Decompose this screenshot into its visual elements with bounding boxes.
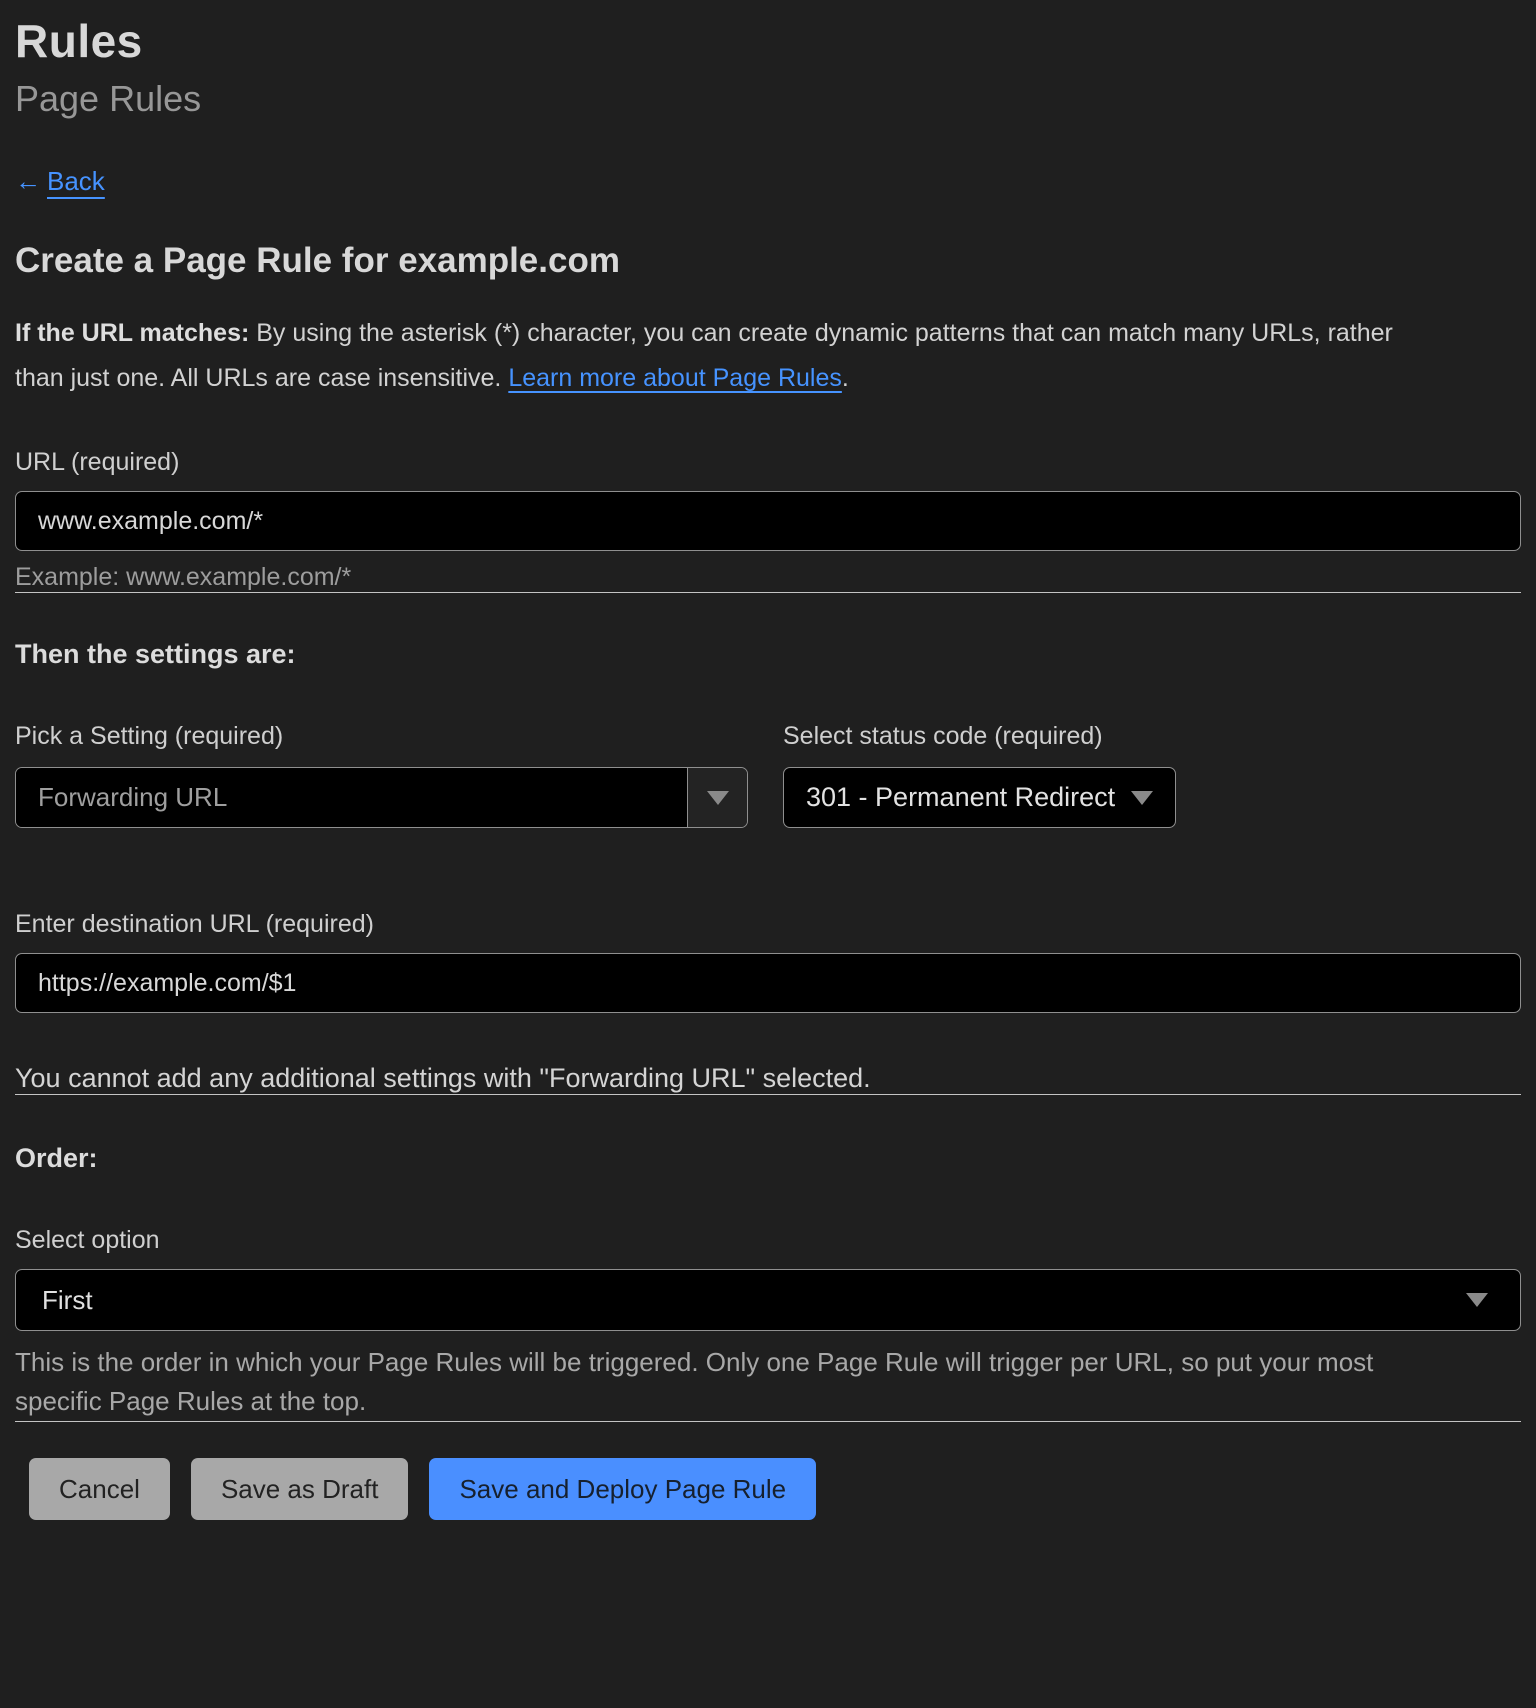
url-input[interactable] [15,491,1521,551]
status-select[interactable] [783,767,1176,828]
destination-label: Enter destination URL (required) [15,910,374,938]
form-heading: Create a Page Rule for example.com [15,241,620,280]
chevron-down-glyph [707,791,729,805]
destination-input[interactable] [15,953,1521,1013]
cancel-button[interactable]: Cancel [29,1458,170,1520]
setting-select-value: Forwarding URL [16,768,687,827]
page-subtitle: Page Rules [15,78,202,119]
divider [15,592,1521,593]
divider [15,1094,1521,1095]
order-hint: This is the order in which your Page Rules will be triggered. Only one Page Rule will trigger per URL, so put your most specific Page Rules at the top. [15,1347,1374,1416]
order-label: Select option [15,1226,160,1254]
chevron-down-icon [1466,1293,1488,1307]
status-label: Select status code (required) [783,722,1103,750]
intro-period: . [841,364,849,392]
intro-text [15,311,1415,401]
learn-more-link[interactable]: Learn more about Page Rules [508,364,842,392]
chevron-down-icon [1131,791,1153,805]
order-select-value: First [42,1284,93,1315]
setting-label: Pick a Setting (required) [15,722,284,750]
page-title: Rules [15,15,143,67]
back-arrow-icon: ← [15,166,41,196]
status-select-value: 301 - Permanent Redirect [806,782,1116,812]
forwarding-note: You cannot add any additional settings with "Forwarding URL" selected. [15,1063,871,1093]
save-draft-button[interactable]: Save as Draft [191,1458,409,1520]
settings-heading: Then the settings are: [15,639,296,669]
destination-field [15,910,1521,1013]
order-heading: Order: [15,1143,98,1173]
url-field [15,448,1521,592]
save-deploy-button[interactable]: Save and Deploy Page Rule [429,1458,816,1520]
order-select[interactable] [15,1269,1521,1331]
url-hint: Example: www.example.com/* [15,563,352,591]
chevron-down-icon[interactable] [687,768,747,827]
intro-bold: If the URL matches: [15,319,250,347]
setting-field [15,722,748,828]
back-link-label: Back [47,166,105,196]
url-label: URL (required) [15,448,180,476]
back-link[interactable] [15,166,105,197]
status-field [783,722,1176,828]
settings-row [15,722,1521,828]
actions-row [29,1458,1521,1520]
intro-body: By using the asterisk (*) character, you can create dynamic patterns that can match many URLs, rather than just one. All URLs are case insensitive. [15,319,1393,392]
setting-select[interactable] [15,767,748,828]
divider [15,1421,1521,1422]
